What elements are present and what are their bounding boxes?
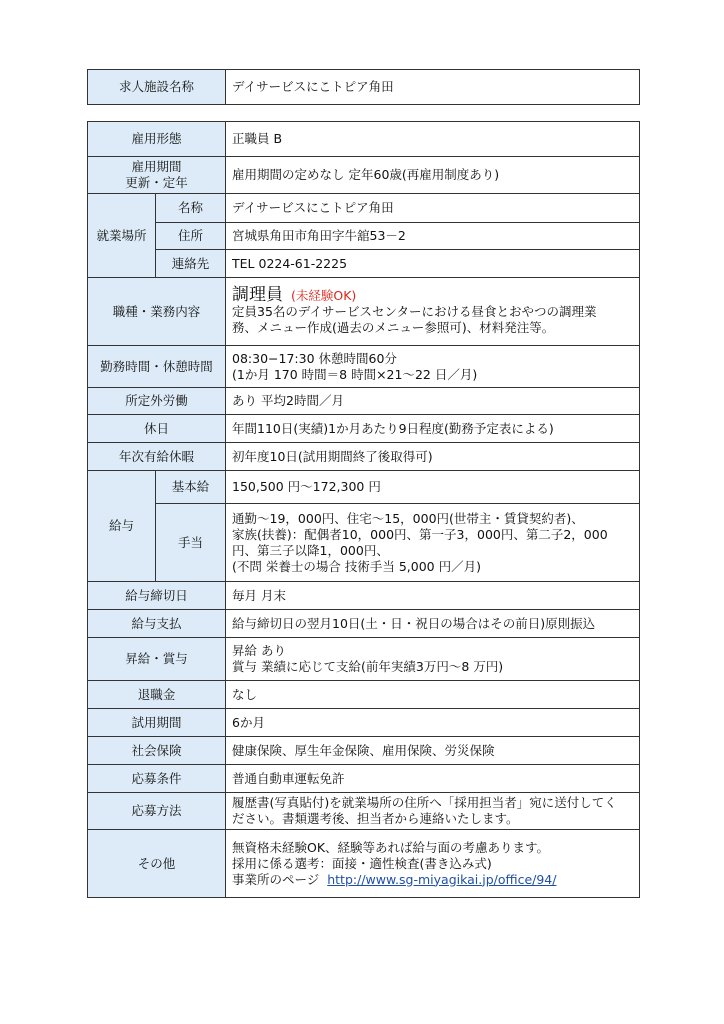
raise-line: 昇給 あり bbox=[232, 643, 286, 658]
apply-method-label: 応募方法 bbox=[88, 793, 226, 830]
insurance-row bbox=[88, 737, 640, 765]
employment-type-label: 雇用形態 bbox=[88, 122, 226, 157]
salary-base-row bbox=[88, 471, 640, 504]
employment-period-value: 雇用期間の定めなし 定年60歳(再雇用制度あり) bbox=[226, 157, 640, 194]
job-label: 職種・業務内容 bbox=[88, 278, 226, 346]
workplace-label: 就業場所 bbox=[88, 194, 156, 278]
job-title-line bbox=[232, 287, 633, 304]
employment-type-value: 正職員 B bbox=[226, 122, 640, 157]
apply-method-line2: ださい。書類選考後、担当者から連絡いたします。 bbox=[232, 811, 519, 826]
allowance-line1: 通勤～19，000円、住宅～15，000円(世帯主・賃貸契約者)、 bbox=[232, 510, 584, 526]
requirements-value: 普通自動車運転免許 bbox=[226, 765, 640, 793]
employment-period-row bbox=[88, 157, 640, 194]
job-note: (未経験OK) bbox=[291, 288, 357, 303]
probation-row bbox=[88, 709, 640, 737]
raise-bonus-row bbox=[88, 638, 640, 681]
requirements-label: 応募条件 bbox=[88, 765, 226, 793]
other-line1: 無資格未経験OK、経験等あれば給与面の考慮あります。 bbox=[232, 839, 550, 855]
payment-label: 給与支払 bbox=[88, 610, 226, 638]
salary-allowance-label: 手当 bbox=[156, 504, 226, 582]
cutoff-value: 毎月 月末 bbox=[226, 582, 640, 610]
other-line3 bbox=[232, 872, 633, 888]
job-value bbox=[226, 278, 640, 346]
job-desc-line2: 務、メニュー作成(過去のメニュー参照可)、材料発注等。 bbox=[232, 320, 555, 335]
workplace-address-value: 宮城県角田市角田字牛舘53－2 bbox=[226, 223, 640, 250]
hours-line2: (1か月 170 時間＝8 時間×21～22 日／月) bbox=[232, 366, 478, 382]
hours-value bbox=[226, 346, 640, 388]
office-page-label: 事業所のページ bbox=[232, 871, 320, 887]
apply-method-line1: 履歴書(写真貼付)を就業場所の住所へ「採用担当者」宛に送付してく bbox=[232, 795, 617, 810]
insurance-label: 社会保険 bbox=[88, 737, 226, 765]
workplace-name-row bbox=[88, 194, 640, 223]
apply-method-row bbox=[88, 793, 640, 830]
facility-table bbox=[87, 69, 640, 105]
employment-period-label-line1: 雇用期間 bbox=[131, 159, 182, 174]
probation-value: 6か月 bbox=[226, 709, 640, 737]
workplace-contact-value: TEL 0224-61-2225 bbox=[226, 250, 640, 278]
probation-label: 試用期間 bbox=[88, 709, 226, 737]
job-title: 調理員 bbox=[232, 285, 284, 305]
salary-allowance-row bbox=[88, 504, 640, 582]
job-detail-table bbox=[87, 121, 640, 898]
workplace-contact-label: 連絡先 bbox=[156, 250, 226, 278]
other-label: その他 bbox=[88, 830, 226, 898]
other-row bbox=[88, 830, 640, 898]
paid-leave-value: 初年度10日(試用期間終了後取得可) bbox=[226, 443, 640, 471]
job-desc-line1: 定員35名のデイサービスセンターにおける昼食とおやつの調理業 bbox=[232, 304, 597, 319]
overtime-label: 所定外労働 bbox=[88, 388, 226, 415]
overtime-row bbox=[88, 388, 640, 415]
retirement-value: なし bbox=[226, 681, 640, 709]
employment-period-label bbox=[88, 157, 226, 194]
paid-leave-label: 年次有給休暇 bbox=[88, 443, 226, 471]
workplace-address-row bbox=[88, 223, 640, 250]
other-value bbox=[226, 830, 640, 898]
salary-base-label: 基本給 bbox=[156, 471, 226, 504]
job-row bbox=[88, 278, 640, 346]
salary-label: 給与 bbox=[88, 471, 156, 582]
salary-allowance-value bbox=[226, 504, 640, 582]
retirement-row bbox=[88, 681, 640, 709]
requirements-row bbox=[88, 765, 640, 793]
employment-type-row bbox=[88, 122, 640, 157]
insurance-value: 健康保険、厚生年金保険、雇用保険、労災保険 bbox=[226, 737, 640, 765]
facility-row bbox=[88, 70, 640, 105]
paid-leave-row bbox=[88, 443, 640, 471]
cutoff-row bbox=[88, 582, 640, 610]
payment-value: 給与締切日の翌月10日(土・日・祝日の場合はその前日)原則振込 bbox=[226, 610, 640, 638]
facility-label: 求人施設名称 bbox=[88, 70, 226, 105]
retirement-label: 退職金 bbox=[88, 681, 226, 709]
hours-row bbox=[88, 346, 640, 388]
raise-bonus-label: 昇給・賞与 bbox=[88, 638, 226, 681]
payment-row bbox=[88, 610, 640, 638]
apply-method-value bbox=[226, 793, 640, 830]
workplace-name-label: 名称 bbox=[156, 194, 226, 223]
raise-bonus-value bbox=[226, 638, 640, 681]
bonus-line: 賞与 業績に応じて支給(前年実績3万円～8 万円) bbox=[232, 659, 504, 674]
employment-period-label-line2: 更新・定年 bbox=[125, 175, 188, 190]
allowance-line4: (不問 栄養士の場合 技術手当 5,000 円／月) bbox=[232, 558, 481, 574]
holidays-row bbox=[88, 415, 640, 443]
hours-line1: 08:30−17:30 休憩時間60分 bbox=[232, 350, 397, 366]
other-line2: 採用に係る選考：面接・適性検査(書き込み式) bbox=[232, 855, 492, 871]
workplace-name-value: デイサービスにこトピア角田 bbox=[226, 194, 640, 223]
allowance-line3: 円、第三子以降1，000円、 bbox=[232, 542, 389, 558]
cutoff-label: 給与締切日 bbox=[88, 582, 226, 610]
overtime-value: あり 平均2時間／月 bbox=[226, 388, 640, 415]
allowance-line2: 家族(扶養)：配偶者10，000円、第一子3，000円、第二子2，000 bbox=[232, 526, 608, 542]
hours-label: 勤務時間・休憩時間 bbox=[88, 346, 226, 388]
holidays-label: 休日 bbox=[88, 415, 226, 443]
facility-value: デイサービスにこトピア角田 bbox=[226, 70, 640, 105]
salary-base-value: 150,500 円～172,300 円 bbox=[226, 471, 640, 504]
office-page-link[interactable]: http://www.sg-miyagikai.jp/office/94/ bbox=[327, 871, 557, 887]
holidays-value: 年間110日(実績)1か月あたり9日程度(勤務予定表による) bbox=[226, 415, 640, 443]
workplace-address-label: 住所 bbox=[156, 223, 226, 250]
workplace-contact-row bbox=[88, 250, 640, 278]
